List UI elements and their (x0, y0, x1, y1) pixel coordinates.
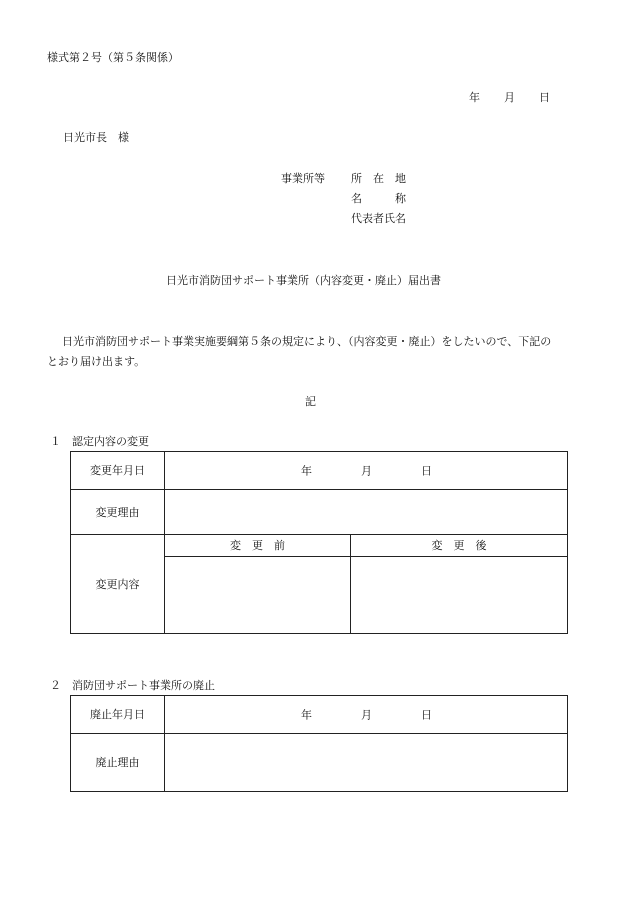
body-text-line2: とおり届け出ます。 (47, 355, 146, 368)
after-field[interactable] (351, 557, 568, 634)
header-date-year: 年 (469, 91, 480, 104)
change-table (70, 451, 568, 634)
abolish-table (70, 695, 568, 792)
change-reason-field[interactable] (165, 490, 568, 535)
change-date-label: 変更年月日 (71, 452, 165, 490)
body-text-line1: 日光市消防団サポート事業実施要綱第５条の規定により、（内容変更・廃止）をしたいので、下記の (62, 335, 552, 348)
header-date-day: 日 (539, 91, 550, 104)
form-number: 様式第２号（第５条関係） (47, 51, 179, 64)
section1-heading: １ 認定内容の変更 (50, 435, 149, 448)
change-date-value[interactable] (165, 452, 568, 490)
abolish-date-day: 日 (421, 708, 432, 721)
abolish-date-month: 月 (361, 708, 372, 721)
abolish-date-year: 年 (301, 708, 312, 721)
change-date-year: 年 (301, 464, 312, 477)
before-field[interactable] (165, 557, 351, 634)
applicant-label: 事業所等 (281, 172, 325, 185)
header-date-month: 月 (504, 91, 515, 104)
address-label: 所 在 地 (351, 172, 406, 185)
abolish-reason-label: 廃止理由 (71, 734, 165, 792)
change-date-month: 月 (361, 464, 372, 477)
abolish-date-value[interactable] (165, 696, 568, 734)
name-label: 名 称 (351, 192, 406, 205)
addressee: 日光市長 様 (63, 131, 129, 144)
document-title: 日光市消防団サポート事業所（内容変更・廃止）届出書 (166, 274, 441, 287)
change-date-day: 日 (421, 464, 432, 477)
abolish-date-label: 廃止年月日 (71, 696, 165, 734)
after-header: 変 更 後 (351, 535, 568, 557)
representative-label: 代表者氏名 (351, 212, 406, 225)
section2-heading: ２ 消防団サポート事業所の廃止 (50, 679, 215, 692)
abolish-reason-field[interactable] (165, 734, 568, 792)
change-content-label: 変更内容 (71, 535, 165, 634)
ki-heading: 記 (305, 395, 316, 408)
change-reason-label: 変更理由 (71, 490, 165, 535)
before-header: 変 更 前 (165, 535, 351, 557)
